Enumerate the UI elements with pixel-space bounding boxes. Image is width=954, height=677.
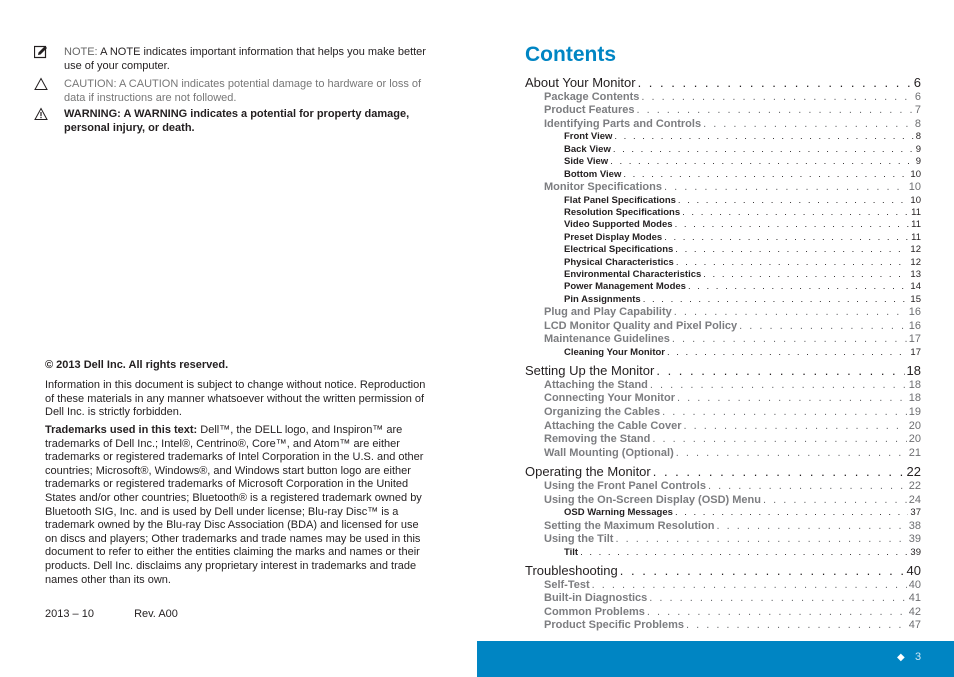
toc-entry[interactable] <box>544 320 921 332</box>
toc-leader-dots <box>613 144 914 155</box>
toc-entry-title: Flat Panel Specifications <box>564 194 676 206</box>
toc-entry-title: Front View <box>564 131 613 143</box>
toc-entry[interactable] <box>544 406 921 418</box>
toc-leader-dots <box>678 195 909 206</box>
toc-entry-title: Built-in Diagnostics <box>544 592 648 605</box>
toc-entry-title: Maintenance Guidelines <box>544 333 670 346</box>
toc-entry[interactable] <box>525 464 921 479</box>
toc-entry-page: 18 <box>908 392 921 405</box>
toc-entry[interactable] <box>564 269 921 280</box>
toc-entry-page: 11 <box>911 206 921 218</box>
toc-entry[interactable] <box>544 104 921 116</box>
toc-leader-dots <box>677 392 907 404</box>
note-label: NOTE: <box>64 46 98 58</box>
toc-entry-title: Self-Test <box>544 578 590 591</box>
toc-entry-title: Back View <box>564 143 611 155</box>
toc-leader-dots <box>708 480 907 492</box>
toc-leader-dots <box>675 244 908 255</box>
toc-entry-page: 11 <box>911 231 921 243</box>
toc-leader-dots <box>672 333 907 345</box>
toc-leader-dots <box>684 420 907 432</box>
legal-paragraph: Information in this document is subject to change without notice. Reproduction of these materials in any manner whatsoever without the written permission of Dell Inc. is strictly forbidden. <box>45 379 426 419</box>
toc-entry-title: Electrical Specifications <box>564 244 674 256</box>
toc-entry[interactable] <box>544 306 921 318</box>
note-text: A NOTE indicates important information that helps you make better use of your computer. <box>64 46 426 72</box>
toc-entry-title: Side View <box>564 156 609 168</box>
toc-entry[interactable] <box>525 363 921 378</box>
toc-entry-title: Common Problems <box>544 605 645 618</box>
toc-entry-title: Operating the Monitor <box>525 464 651 480</box>
toc-leader-dots <box>647 606 907 618</box>
toc-entry-title: Attaching the Stand <box>544 378 648 391</box>
toc-entry-title: OSD Warning Messages <box>564 507 673 519</box>
toc-entry-title: Bottom View <box>564 168 622 180</box>
toc-leader-dots <box>643 294 909 305</box>
toc-entry-page: 37 <box>910 507 921 519</box>
toc-entry-title: Organizing the Cables <box>544 406 661 418</box>
toc-entry-title: Cleaning Your Monitor <box>564 346 665 358</box>
toc-entry-title: Identifying Parts and Controls <box>544 117 702 130</box>
toc-entry[interactable] <box>525 563 921 578</box>
toc-leader-dots <box>675 507 908 518</box>
toc-entry[interactable] <box>564 156 921 167</box>
toc-entry[interactable] <box>544 606 921 618</box>
toc-entry[interactable] <box>564 547 921 558</box>
toc-entry-page: 18 <box>908 378 921 391</box>
toc-entry-page: 16 <box>908 306 921 319</box>
toc-entry-page: 9 <box>915 156 921 168</box>
toc-entry-title: Pin Assignments <box>564 293 641 305</box>
toc-entry[interactable] <box>564 294 921 305</box>
toc-leader-dots <box>650 379 907 391</box>
revision-number: Rev. A00 <box>134 608 178 620</box>
trademarks-text <box>45 424 433 587</box>
toc-entry-title: LCD Monitor Quality and Pixel Policy <box>544 319 738 332</box>
page-footer <box>477 641 954 677</box>
toc-leader-dots <box>763 494 907 506</box>
toc-entry-page: 10 <box>908 180 921 193</box>
toc-entry-title: Monitor Specifications <box>544 180 662 193</box>
toc-leader-dots <box>656 363 904 378</box>
toc-entry[interactable] <box>564 244 921 255</box>
toc-entry-page: 40 <box>908 578 921 591</box>
copyright: © 2013 Dell Inc. All rights reserved. <box>45 359 229 371</box>
toc-entry-title: About Your Monitor <box>525 75 636 90</box>
toc-entry-title: Product Specific Problems <box>544 619 684 632</box>
revision-date: 2013 – 10 <box>45 608 94 620</box>
toc-entry-page: 20 <box>908 433 921 446</box>
toc-entry-title: Video Supported Modes <box>564 219 673 231</box>
toc-entry-page: 8 <box>914 117 921 130</box>
toc-entry-page: 18 <box>906 363 921 379</box>
toc-leader-dots <box>620 563 905 578</box>
warning-text-block <box>64 107 429 135</box>
toc-leader-dots <box>592 579 907 591</box>
toc-leader-dots <box>623 169 908 180</box>
toc-entry-page: 42 <box>908 605 921 618</box>
caution-notice <box>34 77 429 105</box>
toc-entry[interactable] <box>544 91 921 103</box>
toc-leader-dots <box>676 257 909 268</box>
toc-leader-dots <box>703 118 913 130</box>
toc-leader-dots <box>653 464 905 479</box>
toc-entry-title: Wall Mounting (Optional) <box>544 446 674 459</box>
toc-entry[interactable] <box>544 379 921 391</box>
toc-entry[interactable] <box>544 118 921 130</box>
caution-text-block <box>64 77 429 105</box>
toc-entry-page: 8 <box>915 131 921 143</box>
toc-entry-page: 11 <box>911 219 921 231</box>
toc-leader-dots <box>664 181 907 193</box>
toc-entry[interactable] <box>544 181 921 193</box>
toc-entry-title: Package Contents <box>544 90 640 103</box>
toc-entry-title: Environmental Characteristics <box>564 268 702 280</box>
toc-entry-page: 41 <box>908 592 921 605</box>
toc-entry-page: 16 <box>908 319 921 332</box>
toc-entry-title: Using the On-Screen Display (OSD) Menu <box>544 493 761 506</box>
toc-entry-page: 15 <box>910 293 921 305</box>
toc-entry[interactable] <box>564 169 921 180</box>
warning-text: A WARNING indicates a potential for property damage, personal injury, or death. <box>64 108 410 134</box>
toc-leader-dots <box>649 592 906 604</box>
toc-entry[interactable] <box>544 392 921 404</box>
note-pencil-icon <box>34 45 48 59</box>
warning-triangle-icon <box>34 107 48 121</box>
toc-entry[interactable] <box>564 257 921 268</box>
toc-leader-dots <box>703 269 908 280</box>
toc-entry-title: Using the Front Panel Controls <box>544 479 706 492</box>
toc-entry-page: 10 <box>910 194 921 206</box>
revision-info <box>45 608 178 620</box>
toc-entry-page: 39 <box>908 533 921 546</box>
toc-leader-dots <box>662 406 907 418</box>
toc-entry-page: 38 <box>908 519 921 532</box>
toc-entry[interactable] <box>544 333 921 345</box>
toc-entry-title: Product Features <box>544 104 635 117</box>
toc-leader-dots <box>688 281 908 292</box>
toc-leader-dots <box>638 75 912 90</box>
trademarks-lead: Trademarks used in this text: <box>45 424 198 436</box>
toc-entry-title: Tilt <box>564 546 579 558</box>
toc-entry-page: 40 <box>906 563 921 579</box>
note-notice <box>34 45 429 73</box>
toc-entry-page: 9 <box>915 143 921 155</box>
toc-leader-dots <box>610 156 914 167</box>
diamond-icon: ◆ <box>897 652 905 663</box>
toc-entry[interactable] <box>564 219 921 230</box>
toc-leader-dots <box>580 547 908 558</box>
toc-entry[interactable] <box>544 533 921 545</box>
trademarks-body: Dell™, the DELL logo, and Inspiron™ are trademarks of Dell Inc.; Intel®, Centrino®, Core™, and Atom™ are either trademarks or registered trademarks of Intel Corporation in the U.S. and other countries; Microsoft®, Windows®, and Windows start button logo are either trademarks or registered trademarks of Microsoft Corporation in the United States and/or other countries; Bluetooth® is a registered trademark owned by Bluetooth SIG, Inc. and is used by Dell under license; Blu-ray Disc™ is a trademark owned by the Blu-ray Disc Association (BDA) and licensed for use on discs and players; Other trademarks and trade names may be used in this document to refer to either the entities claiming the marks and names or their products. Dell Inc. disclaims any proprietary interest in trademarks and trade names other than its own. <box>45 424 424 586</box>
toc-entry-page: 6 <box>913 75 921 90</box>
toc-entry[interactable] <box>564 195 921 206</box>
toc-leader-dots <box>641 91 913 103</box>
toc-entry[interactable] <box>544 494 921 506</box>
contents-title: Contents <box>525 43 616 66</box>
toc-leader-dots <box>615 533 906 545</box>
legal-text <box>45 379 433 423</box>
toc-entry[interactable] <box>544 520 921 532</box>
toc-entry-page: 22 <box>906 464 921 480</box>
toc-entry-title: Setting the Maximum Resolution <box>544 519 715 532</box>
toc-leader-dots <box>614 131 913 142</box>
toc-entry-page: 47 <box>908 619 921 632</box>
toc-entry-title: Using the Tilt <box>544 533 614 546</box>
toc-entry-title: Power Management Modes <box>564 281 686 293</box>
toc-entry-title: Removing the Stand <box>544 433 651 446</box>
toc-entry-page: 21 <box>908 446 921 459</box>
toc-entry-page: 7 <box>914 104 921 117</box>
warning-label: WARNING: <box>64 108 121 120</box>
toc-entry-page: 17 <box>908 333 921 346</box>
toc-entry-page: 24 <box>908 493 921 506</box>
toc-entry-title: Physical Characteristics <box>564 256 674 268</box>
toc-entry-page: 22 <box>908 479 921 492</box>
toc-leader-dots <box>676 447 907 459</box>
toc-entry[interactable] <box>544 420 921 432</box>
toc-leader-dots <box>636 104 912 116</box>
toc-entry-page: 12 <box>910 256 921 268</box>
caution-triangle-icon <box>34 77 48 91</box>
toc-entry-page: 10 <box>910 168 921 180</box>
caution-text: A CAUTION indicates potential damage to hardware or loss of data if instructions are not followed. <box>64 78 422 104</box>
toc-entry-title: Connecting Your Monitor <box>544 392 675 405</box>
toc-entry[interactable] <box>564 281 921 292</box>
toc-entry-title: Resolution Specifications <box>564 206 681 218</box>
toc-entry[interactable] <box>564 347 921 358</box>
toc-leader-dots <box>739 320 907 332</box>
toc-entry-page: 14 <box>910 281 921 293</box>
toc-entry[interactable] <box>544 433 921 445</box>
toc-leader-dots <box>674 306 907 318</box>
toc-entry-title: Attaching the Cable Cover <box>544 419 682 432</box>
toc-leader-dots <box>686 619 907 631</box>
warning-notice <box>34 107 429 135</box>
toc-entry[interactable] <box>544 447 921 459</box>
page-number: 3 <box>915 651 922 663</box>
toc-entry[interactable] <box>544 579 921 591</box>
toc-entry-page: 17 <box>910 346 921 358</box>
toc-entry-page: 20 <box>908 419 921 432</box>
toc-entry[interactable] <box>525 75 921 90</box>
toc-entry[interactable] <box>544 480 921 492</box>
toc-entry-page: 39 <box>910 546 921 558</box>
toc-entry[interactable] <box>544 619 921 631</box>
toc-leader-dots <box>717 520 907 532</box>
toc-entry[interactable] <box>564 131 921 142</box>
toc-entry[interactable] <box>564 144 921 155</box>
toc-entry[interactable] <box>564 232 921 243</box>
toc-entry-page: 12 <box>910 244 921 256</box>
toc-leader-dots <box>667 347 908 358</box>
toc-leader-dots <box>682 207 909 218</box>
toc-entry-title: Plug and Play Capability <box>544 306 672 319</box>
toc-leader-dots <box>675 219 910 230</box>
right-page <box>477 0 954 677</box>
toc-entry-title: Setting Up the Monitor <box>525 363 655 379</box>
toc-entry-page: 19 <box>908 406 921 418</box>
toc-entry[interactable] <box>544 592 921 604</box>
toc-leader-dots <box>652 433 906 445</box>
note-text-block <box>64 45 429 73</box>
toc-entry[interactable] <box>564 507 921 518</box>
toc-leader-dots <box>664 232 909 243</box>
toc-entry-page: 6 <box>914 90 921 103</box>
toc-entry[interactable] <box>564 207 921 218</box>
caution-label: CAUTION: <box>64 78 117 90</box>
toc-entry-title: Troubleshooting <box>525 563 618 579</box>
toc-entry-title: Preset Display Modes <box>564 231 663 243</box>
toc-entry-page: 13 <box>910 268 921 280</box>
